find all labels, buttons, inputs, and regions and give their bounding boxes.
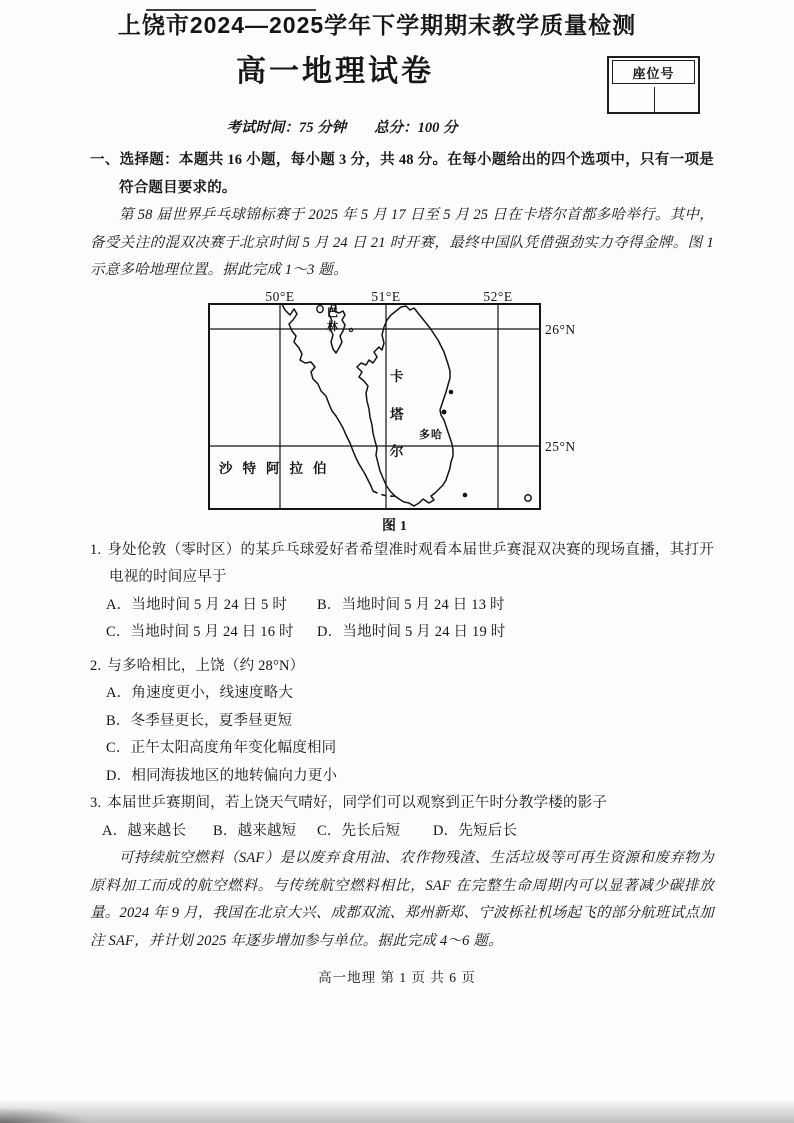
- map-lat-label-26n: 26°N: [545, 321, 576, 337]
- question-3-stem: [90, 790, 714, 818]
- map-label-qatar-char1: 卡: [390, 368, 404, 384]
- south-island-dot: [463, 492, 468, 497]
- section-1-heading: 一、选择题：本题共 16 小题，每小题 3 分，共 48 分。在每小题给出的四个选项中，只有一项是符合题目要求的。: [90, 152, 714, 196]
- question-3-option-d: D．先短后长: [433, 822, 518, 839]
- question-3-option-c: C．先长后短: [317, 822, 401, 839]
- page-subtitle: 高一地理试卷: [236, 55, 434, 88]
- page-title: 上饶市2024—2025学年下学期期末教学质量检测: [117, 12, 637, 38]
- map-label-qatar-char3: 尔: [390, 443, 404, 459]
- doha-city-dot: [442, 409, 447, 414]
- question-1-options: [90, 592, 714, 647]
- question-1-number: 1.: [90, 541, 102, 558]
- map-figure: [90, 287, 714, 537]
- map-lon-label-51e: 51°E: [371, 288, 401, 304]
- exam-info-line: [0, 116, 739, 137]
- seat-number-label: 座位号: [612, 60, 695, 84]
- question-3-number: 3.: [90, 795, 102, 811]
- reading-passage-1: 第 58 届世界乒乓球锦标赛于 2025 年 5 月 17 日至 5 月 25 日在卡塔尔首都多哈举行。其中，备受关注的混双决赛于北京时间 5 月 24 日 21 时开赛，最终中国队凭借强劲实力夺得金牌。图 1 示意多哈地理位置。据此完成 1～3 题。: [90, 207, 714, 278]
- seat-cell-divider: [654, 87, 656, 112]
- scan-artifact-corner-shadow: [0, 1107, 90, 1123]
- question-2-options: [90, 680, 714, 790]
- map-label-saudi-arabia: 沙特阿拉伯: [219, 460, 337, 476]
- question-2-option-d: D．相同海拔地区的地转偏向力更小: [106, 767, 338, 784]
- question-1-stem: [90, 537, 714, 592]
- seat-number-cells: [609, 87, 698, 112]
- question-3-option-a: A．越来越长: [102, 822, 187, 839]
- question-3-options: [90, 818, 714, 846]
- scan-artifact-bottom-edge: [0, 1099, 794, 1123]
- map-label-doha: 多哈: [419, 428, 443, 441]
- total-score: 总分：100 分: [374, 120, 458, 136]
- question-2-number: 2.: [90, 657, 102, 674]
- question-3-text: 本届世乒赛期间，若上饶天气晴好，同学们可以观察到正午时分教学楼的影子: [107, 795, 608, 811]
- exam-time: 考试时间：75 分钟: [226, 120, 347, 136]
- reading-passage-2: 可持续航空燃料（SAF）是以废弃食用油、农作物残渣、生活垃圾等可再生资源和废弃物为原料加工而成的航空燃料。与传统航空燃料相比，SAF 在完整生命周期内可以显著减少碳排放量。2024 年 9 月，我国在北京大兴、成都双流、郑州新郑、宁波栎社机场起飞的部分航班试点加注 SAF，并计划 2025 年逐步增加参与单位。据此完成 4～6 题。: [90, 850, 714, 949]
- question-2-option-c: C．正午太阳高度角年变化幅度相同: [106, 740, 337, 756]
- map-label-qatar-char2: 塔: [390, 406, 404, 422]
- question-2-text: 与多哈相比，上饶（约 28°N）: [107, 657, 305, 674]
- small-island-north: [317, 305, 323, 312]
- question-2-stem: [90, 653, 714, 681]
- offshore-island-dot: [449, 389, 454, 394]
- map-lon-label-52e: 52°E: [483, 288, 513, 304]
- page-footer: 高一地理 第 1 页 共 6 页: [318, 970, 476, 985]
- question-3-option-b: B．越来越短: [213, 822, 297, 839]
- question-1-text: 身处伦敦（零时区）的某乒乓球爱好者希望准时观看本届世乒赛混双决赛的现场直播，其打开电视的时间应早于: [107, 541, 714, 585]
- qatar-coastline: [357, 306, 453, 506]
- map-lon-label-50e: 50°E: [265, 288, 295, 304]
- question-1-option-b: B．当地时间 5 月 24 日 13 时: [317, 596, 505, 613]
- seat-number-box: [607, 56, 700, 114]
- question-2-option-b: B．冬季昼更长，夏季昼更短: [106, 712, 293, 729]
- map-lat-label-25n: 25°N: [545, 438, 576, 454]
- question-1-option-d: D．当地时间 5 月 24 日 19 时: [317, 624, 506, 640]
- figure-caption: 图 1: [381, 518, 408, 534]
- islet-east-of-bahrain: [349, 328, 352, 331]
- content-column: [90, 147, 714, 955]
- southeast-island-ring: [525, 494, 531, 500]
- map-label-bahrain: 巴林: [327, 306, 339, 333]
- question-2-option-a: A．角速度更小，线速度略大: [106, 685, 294, 701]
- question-1-option-c: C．当地时间 5 月 24 日 16 时: [106, 624, 294, 640]
- question-1-option-a: A．当地时间 5 月 24 日 5 时: [106, 596, 288, 613]
